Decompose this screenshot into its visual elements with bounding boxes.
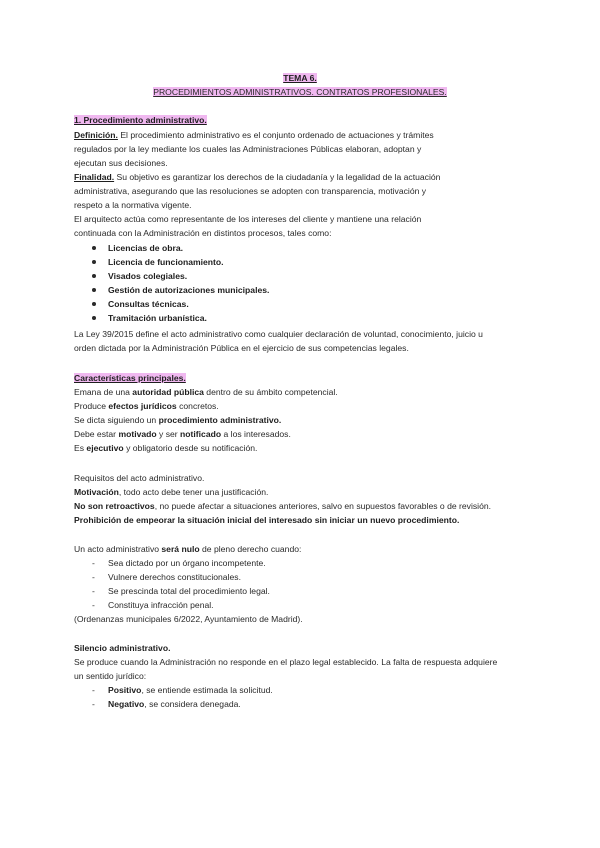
dash-icon: - bbox=[92, 699, 95, 709]
caracteristica-item: Se dicta siguiendo un procedimiento administrativo. bbox=[74, 415, 282, 425]
caracteristica-item: Es ejecutivo y obligatorio desde su notificación. bbox=[74, 443, 258, 453]
list-item: Constituya infracción penal. bbox=[108, 600, 214, 610]
list-item: Se prescinda total del procedimiento legal. bbox=[108, 586, 270, 596]
silencio-line-2: un sentido jurídico: bbox=[74, 671, 147, 681]
silencio-line-1: Se produce cuando la Administración no responde en el plazo legal establecido. La falta de respuesta adquiere bbox=[74, 657, 498, 667]
requisito-item: Motivación, todo acto debe tener una justificación. bbox=[74, 487, 269, 497]
definicion-line-1: Definición. El procedimiento administrativo es el conjunto ordenado de actuaciones y trámites bbox=[74, 130, 434, 140]
list-item: Gestión de autorizaciones municipales. bbox=[108, 285, 270, 295]
document-title: PROCEDIMIENTOS ADMINISTRATIVOS. CONTRATOS PROFESIONALES. bbox=[153, 87, 447, 97]
caracteristica-item: Emana de una autoridad pública dentro de su ámbito competencial. bbox=[74, 387, 338, 397]
bullet-icon bbox=[92, 260, 96, 264]
ley-line-1: La Ley 39/2015 define el acto administrativo como cualquier declaración de voluntad, conocimiento, juicio u bbox=[74, 329, 483, 339]
definicion-line-3: ejecutan sus decisiones. bbox=[74, 158, 168, 168]
silencio-heading: Silencio administrativo. bbox=[74, 643, 171, 653]
requisito-item: Prohibición de empeorar la situación inicial del interesado sin iniciar un nuevo procedimiento. bbox=[74, 515, 460, 525]
dash-icon: - bbox=[92, 558, 95, 568]
finalidad-line-1: Finalidad. Su objetivo es garantizar los derechos de la ciudadanía y la legalidad de la actuación bbox=[74, 172, 441, 182]
requisitos-intro: Requisitos del acto administrativo. bbox=[74, 473, 205, 483]
nulo-intro: Un acto administrativo será nulo de pleno derecho cuando: bbox=[74, 544, 302, 554]
list-item: Tramitación urbanística. bbox=[108, 313, 207, 323]
caracteristica-item: Debe estar motivado y ser notificado a los interesados. bbox=[74, 429, 291, 439]
bullet-icon bbox=[92, 246, 96, 250]
bullet-icon bbox=[92, 302, 96, 306]
caracteristicas-heading: Características principales. bbox=[74, 373, 186, 383]
dash-icon: - bbox=[92, 586, 95, 596]
arquitecto-line-1: El arquitecto actúa como representante de los intereses del cliente y mantiene una relación bbox=[74, 214, 422, 224]
dash-icon: - bbox=[92, 572, 95, 582]
list-item: Sea dictado por un órgano incompetente. bbox=[108, 558, 266, 568]
tema-label: TEMA 6. bbox=[283, 73, 317, 83]
list-item: Negativo, se considera denegada. bbox=[108, 699, 241, 709]
caracteristica-item: Produce efectos jurídicos concretos. bbox=[74, 401, 219, 411]
ley-line-2: orden dictada por la Administración Pública en el ejercicio de sus competencias legales. bbox=[74, 343, 409, 353]
definicion-line-2: regulados por la ley mediante los cuales las Administraciones Públicas elaboran, adoptan y bbox=[74, 144, 422, 154]
dash-icon: - bbox=[92, 685, 95, 695]
section1-heading: 1. Procedimiento administrativo. bbox=[74, 115, 207, 125]
list-item: Licencias de obra. bbox=[108, 243, 183, 253]
finalidad-line-2: administrativa, asegurando que las resoluciones se adopten con transparencia, motivación y bbox=[74, 186, 427, 196]
bullet-icon bbox=[92, 288, 96, 292]
arquitecto-line-2: continuada con la Administración en distintos procesos, tales como: bbox=[74, 228, 332, 238]
bullet-icon bbox=[92, 274, 96, 278]
list-item: Vulnere derechos constitucionales. bbox=[108, 572, 241, 582]
finalidad-line-3: respeto a la normativa vigente. bbox=[74, 200, 192, 210]
dash-icon: - bbox=[92, 600, 95, 610]
list-item: Consultas técnicas. bbox=[108, 299, 189, 309]
list-item: Visados colegiales. bbox=[108, 271, 188, 281]
ordenanzas-reference: (Ordenanzas municipales 6/2022, Ayuntamiento de Madrid). bbox=[74, 614, 303, 624]
list-item: Positivo, se entiende estimada la solicitud. bbox=[108, 685, 273, 695]
bullet-icon bbox=[92, 316, 96, 320]
requisito-item: No son retroactivos, no puede afectar a situaciones anteriores, salvo en supuestos favorables o de revisión. bbox=[74, 501, 492, 511]
list-item: Licencia de funcionamiento. bbox=[108, 257, 224, 267]
